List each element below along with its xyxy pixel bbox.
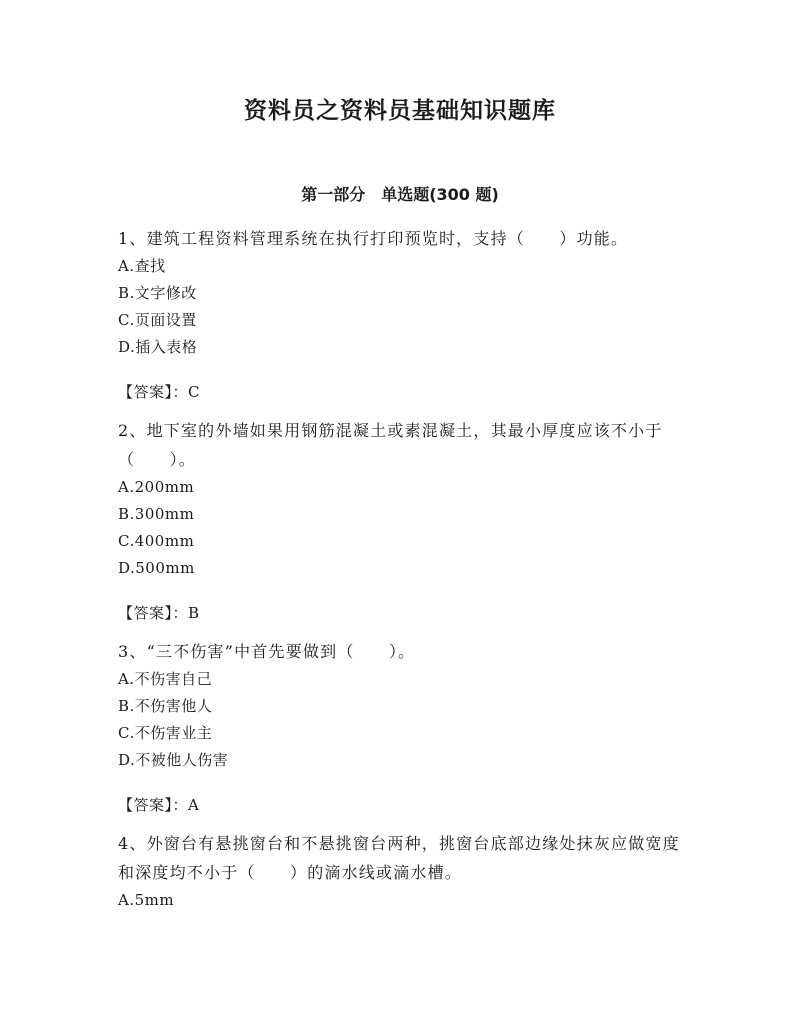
- option-b: B.300mm: [118, 505, 195, 523]
- question-2: [118, 416, 683, 627]
- question-stem: 1、建筑工程资料管理系统在执行打印预览时，支持（ ）功能。: [118, 229, 629, 248]
- answer-line: [118, 792, 683, 819]
- option-c: C.400mm: [118, 532, 195, 550]
- document-title: 资料员之资料员基础知识题库: [244, 98, 556, 124]
- option-d: D.不被他人伤害: [118, 751, 229, 769]
- option-b: B.文字修改: [118, 284, 197, 302]
- answer-line: [118, 379, 683, 406]
- answer-label: 【答案】: [118, 604, 173, 622]
- answer-value: ：A: [172, 796, 200, 814]
- option-a: A.查找: [118, 257, 166, 275]
- question-stem: 3、“三不伤害”中首先要做到（ ）。: [118, 642, 416, 661]
- question-4: [118, 829, 683, 914]
- option-d: D.插入表格: [118, 338, 198, 356]
- option-a: A.不伤害自己: [118, 670, 213, 688]
- answer-line: [118, 600, 683, 627]
- answer-value: ：B: [172, 604, 200, 622]
- option-a: A.5mm: [118, 891, 175, 909]
- question-1: [118, 224, 683, 406]
- question-list: [118, 224, 683, 914]
- question-stem: 4、外窗台有悬挑窗台和不悬挑窗台两种，挑窗台底部边缘处抹灰应做宽度和深度均不小于（ ）的滴水线或滴水槽。: [118, 834, 680, 882]
- answer-label: 【答案】: [118, 796, 173, 814]
- option-c: C.页面设置: [118, 311, 197, 329]
- option-b: B.不伤害他人: [118, 697, 213, 715]
- section-title: 第一部分 单选题(300 题): [301, 185, 499, 204]
- answer-label: 【答案】: [118, 383, 173, 401]
- question-stem: 2、地下室的外墙如果用钢筋混凝土或素混凝土，其最小厚度应该不小于（ ）。: [118, 421, 663, 469]
- answer-value: ：C: [172, 383, 200, 401]
- option-a: A.200mm: [118, 478, 195, 496]
- option-d: D.500mm: [118, 559, 195, 577]
- question-3: [118, 637, 683, 819]
- option-c: C.不伤害业主: [118, 724, 213, 742]
